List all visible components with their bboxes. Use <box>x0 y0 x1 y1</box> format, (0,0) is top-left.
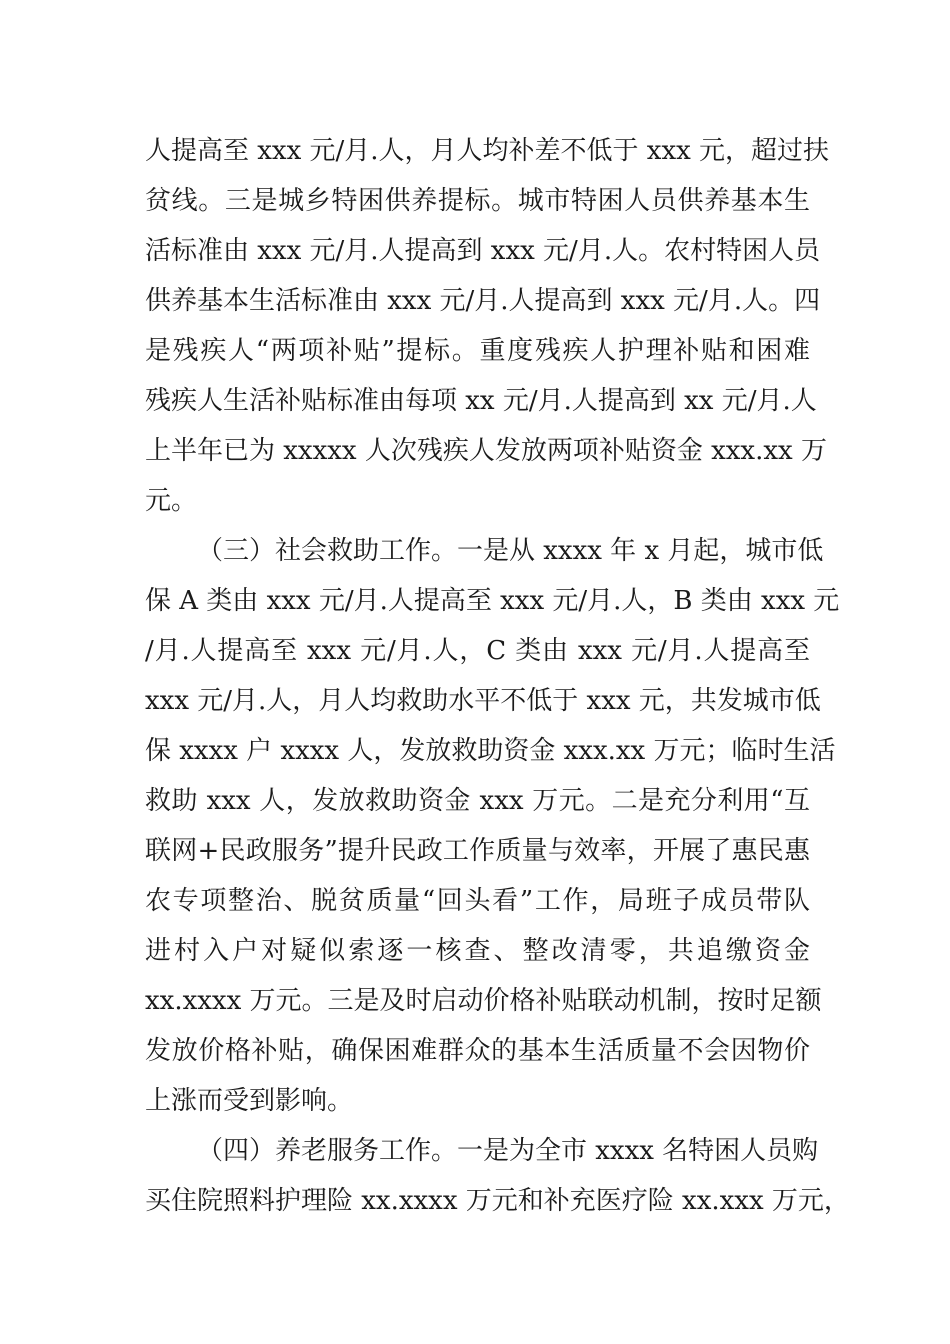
text-line-4: 供养基本生活标准由 xxx 元/月.人提高到 xxx 元/月.人。四 <box>145 286 821 316</box>
text-line-2: 贫线。三是城乡特困供养提标。城市特困人员供养基本生 <box>145 186 810 216</box>
text-line-11: /月.人提高至 xxx 元/月.人，C 类由 xxx 元/月.人提高至 <box>145 636 810 666</box>
text-line-15: 联网+民政服务”提升民政工作质量与效率，开展了惠民惠 <box>145 836 810 866</box>
paragraph-heading-4: （四）养老服务工作。一是为全市 xxxx 名特困人员购 <box>197 1136 819 1166</box>
text-line-20: 上涨而受到影响。 <box>145 1086 354 1116</box>
text-line-12: xxx 元/月.人，月人均救助水平不低于 xxx 元，共发城市低 <box>145 686 821 716</box>
text-line-3: 活标准由 xxx 元/月.人提高到 xxx 元/月.人。农村特困人员 <box>145 236 821 266</box>
text-line-10: 保 A 类由 xxx 元/月.人提高至 xxx 元/月.人，B 类由 xxx 元 <box>145 586 840 616</box>
text-line-8: 元。 <box>145 486 198 516</box>
text-line-17: 进村入户对疑似索逐一核查、整改清零，共追缴资金 <box>145 936 810 966</box>
text-line-16: 农专项整治、脱贫质量“回头看”工作，局班子成员带队 <box>145 886 810 916</box>
text-line-6: 残疾人生活补贴标准由每项 xx 元/月.人提高到 xx 元/月.人 <box>145 386 817 416</box>
text-line-13: 保 xxxx 户 xxxx 人，发放救助资金 xxx.xx 万元；临时生活 <box>145 736 836 766</box>
text-line-19: 发放价格补贴，确保困难群众的基本生活质量不会因物价 <box>145 1036 810 1066</box>
text-line-22: 买住院照料护理险 xx.xxxx 万元和补充医疗险 xx.xxx 万元， <box>145 1186 850 1216</box>
paragraph-heading-3: （三）社会救助工作。一是从 xxxx 年 x 月起，城市低 <box>197 536 824 566</box>
text-line-1: 人提高至 xxx 元/月.人，月人均补差不低于 xxx 元，超过扶 <box>145 136 830 166</box>
text-line-5: 是残疾人“两项补贴”提标。重度残疾人护理补贴和困难 <box>145 336 810 366</box>
text-line-7: 上半年已为 xxxxx 人次残疾人发放两项补贴资金 xxx.xx 万 <box>145 436 827 466</box>
text-line-14: 救助 xxx 人，发放救助资金 xxx 万元。二是充分利用“互 <box>145 786 810 816</box>
text-line-18: xx.xxxx 万元。三是及时启动价格补贴联动机制，按时足额 <box>145 986 822 1016</box>
